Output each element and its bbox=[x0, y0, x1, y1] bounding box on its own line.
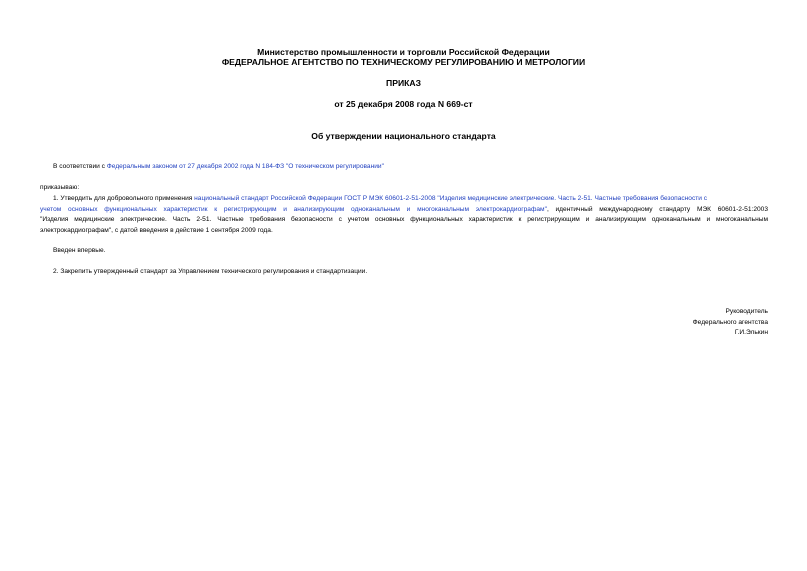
signature-title-2: Федерального агентства bbox=[692, 319, 768, 326]
document-subject: Об утверждении национального стандарта bbox=[311, 131, 496, 141]
item1-prefix: 1. Утвердить для добровольного применения bbox=[53, 195, 195, 202]
gost-standard-link-continued[interactable]: учетом основных функциональных характеристик к регистрирующим и анализирующим одноканальным и многоканальным электрокардиографам" bbox=[40, 206, 547, 213]
order-word: приказываю: bbox=[40, 184, 80, 191]
federal-law-link[interactable]: Федеральным законом от 27 декабря 2002 года N 184-ФЗ "О техническом регулировании" bbox=[106, 163, 384, 170]
item2: 2. Закрепить утвержденный стандарт за Управлением технического регулирования и стандартизации. bbox=[53, 268, 368, 275]
item1-line4: электрокардиографам", с датой введения в действие 1 сентября 2009 года. bbox=[40, 227, 273, 234]
agency-name: ФЕДЕРАЛЬНОЕ АГЕНТСТВО ПО ТЕХНИЧЕСКОМУ РЕГУЛИРОВАНИЮ И МЕТРОЛОГИИ bbox=[221, 57, 586, 67]
document-type: ПРИКАЗ bbox=[386, 78, 421, 88]
document-date-number: от 25 декабря 2008 года N 669-ст bbox=[334, 99, 473, 109]
item1-line1 bbox=[53, 193, 807, 204]
item1-line2-suffix: , идентичный международному стандарту МЭК 60601-2-51:2003 bbox=[546, 206, 768, 213]
preamble-prefix: В соответствии с bbox=[53, 163, 107, 170]
gost-standard-link[interactable]: ГОСТ Р МЭК 60601-2-51-2008 "Изделия медицинские электрические. Часть 2-51. Частные требования безопасности с bbox=[344, 195, 708, 202]
signature-name: Г.И.Элькин bbox=[734, 329, 768, 336]
national-standard-link[interactable]: национальный стандарт Российской Федерации bbox=[194, 195, 343, 202]
preamble bbox=[53, 161, 384, 172]
introduced-note: Введен впервые. bbox=[53, 247, 106, 254]
ministry-name: Министерство промышленности и торговли Российской Федерации bbox=[257, 47, 550, 57]
item1-line3: "Изделия медицинские электрические. Часть 2-51. Частные требования безопасности с учетом основных функциональных характеристик к регистрирующим и анализирующим одноканальным и многоканальным bbox=[40, 216, 768, 223]
signature-title-1: Руководитель bbox=[725, 308, 768, 315]
